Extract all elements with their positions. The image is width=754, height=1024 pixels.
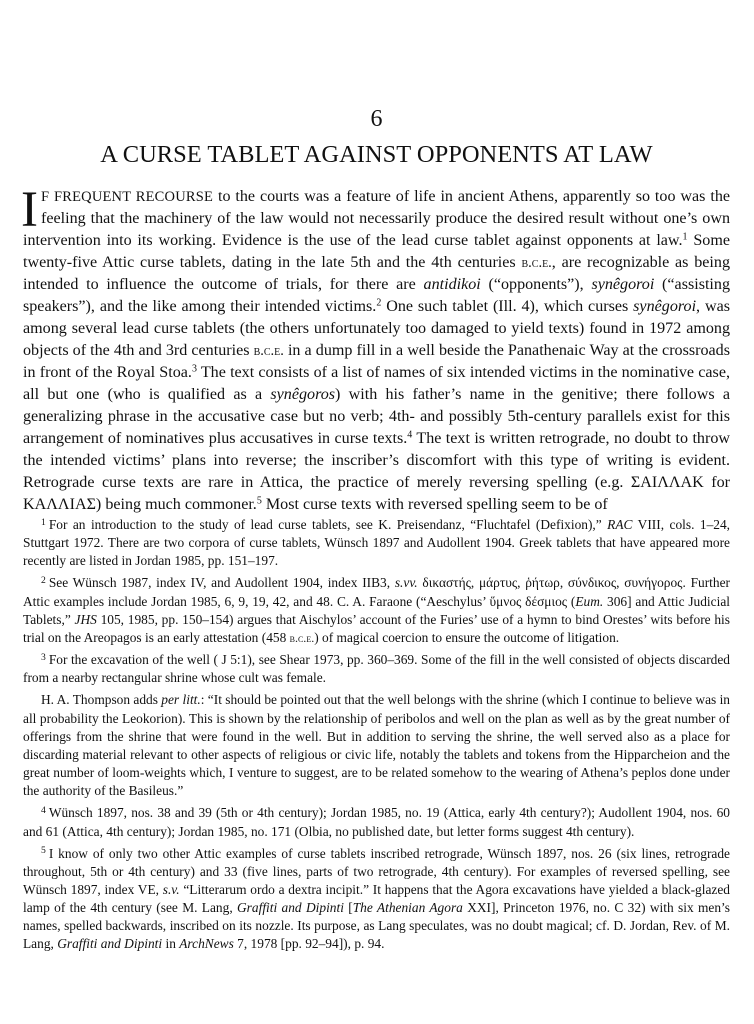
footnote-1: $^1$ For an introduction to the study of lead curse tablets, see K. Preisendanz, “Fluchtafel (Defixion),” RAC VIII, cols. 1–24, Stuttgart 1972. There are two corpora of curse tablets, Wünsch 1897 and Audollent 1904. Greek tablets that have appeared more recently are listed in Jordan 1985, pp. 151–197. — [23, 516, 730, 569]
footnote-ref[interactable]: 5 — [256, 495, 262, 507]
footnote-3: $^3$ For the excavation of the well ( J 5:1), see Shear 1973, pp. 360–369. Some of the fill in the well consisted of objects discarded from a nearby rectangular shrine whose cult was female. — [23, 651, 730, 686]
footnote-ref[interactable]: 1 — [682, 231, 688, 243]
footnotes — [23, 516, 730, 958]
main-text — [21, 182, 731, 516]
chapter-title: A CURSE TABLET AGAINST OPPONENTS AT LAW — [100, 141, 653, 168]
footnote-3-continued: H. A. Thompson adds per litt.: “It should be pointed out that the well belongs with the shrine (which I continue to believe was in all probability the Leokorion). This is shown by the relationship of peribolos and well on the plan as well as by the great number of offerings from the shrine that were found in the well. But in addition to serving the shrine, the well served also as a place for discarding material relevant to other aspects of religious or civic life, notably the tablets and tokens from the Hipparcheion and the great number of loom-weights which, I venture to suggest, are to be related somehow to the wearing of Athena’s peplos done under the authority of the Basileus.” — [23, 692, 730, 799]
lead-capitals: F FREQUENT RECOURSE — [40, 189, 214, 205]
book-page — [23, 0, 730, 1024]
drop-cap: I — [21, 182, 38, 238]
footnote-ref[interactable]: 4 — [407, 429, 413, 441]
footnote-4: $^4$ Wünsch 1897, nos. 38 and 39 (5th or 4th century); Jordan 1985, no. 19 (Attica, early 4th century?); Audollent 1904, nos. 60 and 61 (Attica, 4th century); Jordan 1985, no. 171 (Olbia, no published date, but letter forms suggest 4th century). — [23, 805, 730, 839]
footnote-ref[interactable]: 2 — [376, 297, 382, 309]
body-paragraph: I F FREQUENT RECOURSE to the courts was a feature of life in ancient Athens, apparently so too was the feeling that the machinery of the law would not necessarily produce the desired result without one’s own intervention into its working. Evidence is the use of the lead curse tablet against opponents at law.$^1$ Some twenty-five Attic curse tablets, dating in the late 5th and the 4th centuries b.c.e., are recognizable as being intended to influence the outcome of trials, for there are antidikoi (“opponents”), synêgoroi (“assisting speakers”), and the like among their intended victims.$^2$ One such tablet (Ill. 4), which curses synêgoroi, was among several lead curse tablets (the others unfortunately too damaged to yield texts) found in 1972 among objects of the 4th and 3rd centuries b.c.e. in a dump fill in a well beside the Panathenaic Way at the crossroads in front of the Royal Stoa.$^3$ The text consists of a list of names of six intended victims in the nominative case, all but one (who is qualified as a synêgoros) with his father’s name in the genitive; there follows a generalizing phrase in the accusative case but no verb; 4th- and possibly 5th-century parallels exist for this arrangement of nominatives plus accusatives in curse texts.$^4$ The text is written retrograde, no doubt to throw the intended victims’ plans into reverse; the inscriber’s discomfort with this type of writing is evident. Retrograde curse texts are rare in Attica, the practice of merely reversing spelling (e.g. ΣΑΙΛΛΑΚ for ΚΑΛΛΙΑΣ) being much commoner.$^5$ Most curse texts with reversed spelling seem to be of — [21, 182, 731, 513]
footnote-ref[interactable]: 3 — [191, 363, 197, 375]
footnote-5: $^5$ I know of only two other Attic examples of curse tablets inscribed retrograde, Wünsch 1897, nos. 26 (six lines, retrograde throughout, 5th or 4th century) and 33 (five lines, parts of two retrograde, 4th century). For examples of reversed spelling, see Wünsch 1897, index VE, s.v. “Litterarum ordo a dextra incipit.” It happens that the Agora excavations have yielded a black-glazed lamp of the 4th century (see M. Lang, Graffiti and Dipinti [The Athenian Agora XXI], Princeton 1976, no. C 32) with six men’s names, spelled backwards, inscribed on its nozzle. Its purpose, as Lang speculates, was no doubt magical; cf. D. Jordan, Rev. of M. Lang, Graffiti and Dipinti in ArchNews 7, 1978 [pp. 92–94]), p. 94. — [23, 845, 731, 952]
footnote-2: $^2$ See Wünsch 1987, index IV, and Audollent 1904, index IIB3, s.vv. δικαστής, μάρτυς, ῥήτωρ, σύνδικος, συνήγορος. Further Attic examples include Jordan 1985, 6, 9, 19, 42, and 48. C. A. Faraone (“Aeschylus’ ὕμνος δέσμιος (Eum. 306] and Attic Judicial Tablets,” JHS 105, 1985, pp. 150–154) argues that Aischylos’ account of the Furies’ use of a hymn to bind Orestes’ wits before his trial on the Areopagos is an early attestation (458 b.c.e.) of magical coercion to ensure the outcome of litigation. — [23, 575, 730, 645]
chapter-number: 6 — [370, 106, 383, 132]
